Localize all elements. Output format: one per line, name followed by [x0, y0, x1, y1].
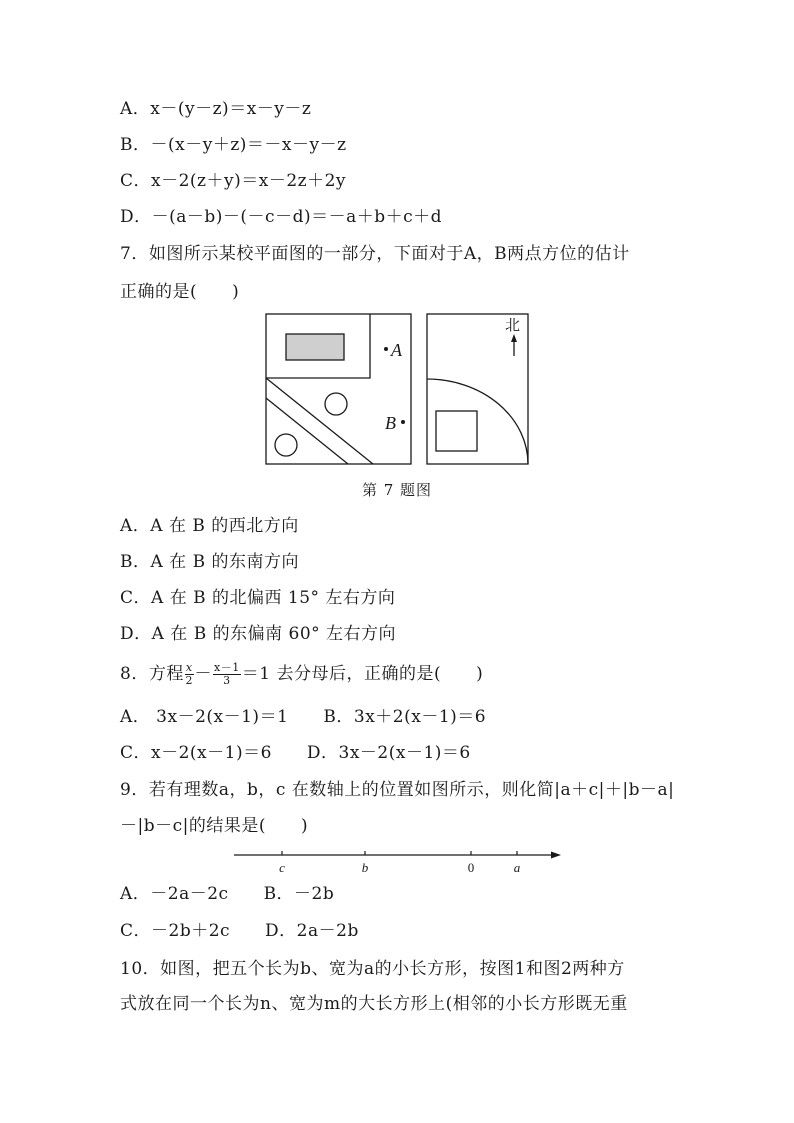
q7-option-c: C．A 在 B 的北偏西 15° 左右方向: [120, 588, 396, 608]
axis-label-c: c: [279, 860, 285, 875]
road-edge-1: [266, 398, 348, 464]
north-arrow-head: [511, 334, 517, 342]
q8-options-row2: C．x－2(x－1)＝6 D．3x－2(x－1)＝6: [120, 743, 471, 763]
q6-option-c: C．x－2(z＋y)＝x－2z＋2y: [120, 171, 347, 191]
q8-frac1-den: 2: [185, 674, 193, 687]
q7-option-a: A．A 在 B 的西北方向: [120, 516, 299, 536]
q8-stem: [120, 662, 483, 687]
q10-stem-line2: 式放在同一个长为n、宽为m的大长方形上(相邻的小长方形既无重: [120, 994, 628, 1014]
gray-building: [286, 334, 344, 360]
axis-label-a: a: [513, 860, 521, 875]
q6-option-a: A．x－(y－z)＝x－y－z: [120, 99, 312, 119]
axis-arrow: [551, 852, 561, 859]
q6-option-d: D．－(a－b)－(－c－d)＝－a＋b＋c＋d: [120, 207, 443, 227]
q7-figure: [264, 312, 534, 468]
point-a-dot: [384, 347, 388, 351]
q7-stem-line2: 正确的是( ): [120, 282, 240, 302]
road-edge-2: [266, 378, 373, 464]
north-label: 北: [505, 316, 521, 334]
q9-options-row2: C．－2b＋2c D．2a－2b: [120, 921, 359, 941]
small-square: [436, 411, 477, 451]
q9-options-row1: A．－2a－2c B．－2b: [120, 884, 335, 904]
q7-option-d: D．A 在 B 的东偏南 60° 左右方向: [120, 624, 397, 644]
q9-number-line: [230, 846, 565, 878]
label-a: A: [391, 340, 402, 360]
circle-bottom: [275, 434, 297, 456]
q8-frac2-den: 3: [223, 674, 231, 687]
label-b: B: [385, 413, 396, 433]
q8-minus: －: [194, 664, 213, 684]
q8-fraction-1: [185, 662, 194, 687]
q8-options-row1: A． 3x－2(x－1)＝1 B．3x＋2(x－1)＝6: [120, 707, 487, 727]
q10-stem-line1: 10．如图，把五个长为b、宽为a的小长方形，按图1和图2两种方: [120, 959, 625, 979]
q8-frac1-num: x: [185, 661, 193, 674]
circle-top: [325, 393, 347, 415]
q8-frac2-num: x－1: [214, 661, 240, 674]
q8-fraction-2: [213, 662, 241, 687]
q9-stem-line1: 9．若有理数a，b，c 在数轴上的位置如图所示，则化简|a＋c|＋|b－a|: [120, 780, 675, 800]
q8-stem-suffix: ＝1 去分母后，正确的是( ): [241, 664, 484, 684]
axis-label-b: b: [361, 860, 369, 875]
q9-stem-line2: －|b－c|的结果是( ): [120, 816, 309, 836]
q7-stem-line1: 7．如图所示某校平面图的一部分，下面对于A，B两点方位的估计: [120, 244, 630, 264]
q6-option-b: B．－(x－y＋z)＝－x－y－z: [120, 135, 347, 155]
point-b-dot: [401, 420, 405, 424]
axis-label-0: 0: [467, 860, 475, 875]
q7-caption: 第 7 题图: [361, 481, 433, 499]
q7-option-b: B．A 在 B 的东南方向: [120, 552, 299, 572]
q8-stem-prefix: 8．方程: [120, 664, 184, 684]
